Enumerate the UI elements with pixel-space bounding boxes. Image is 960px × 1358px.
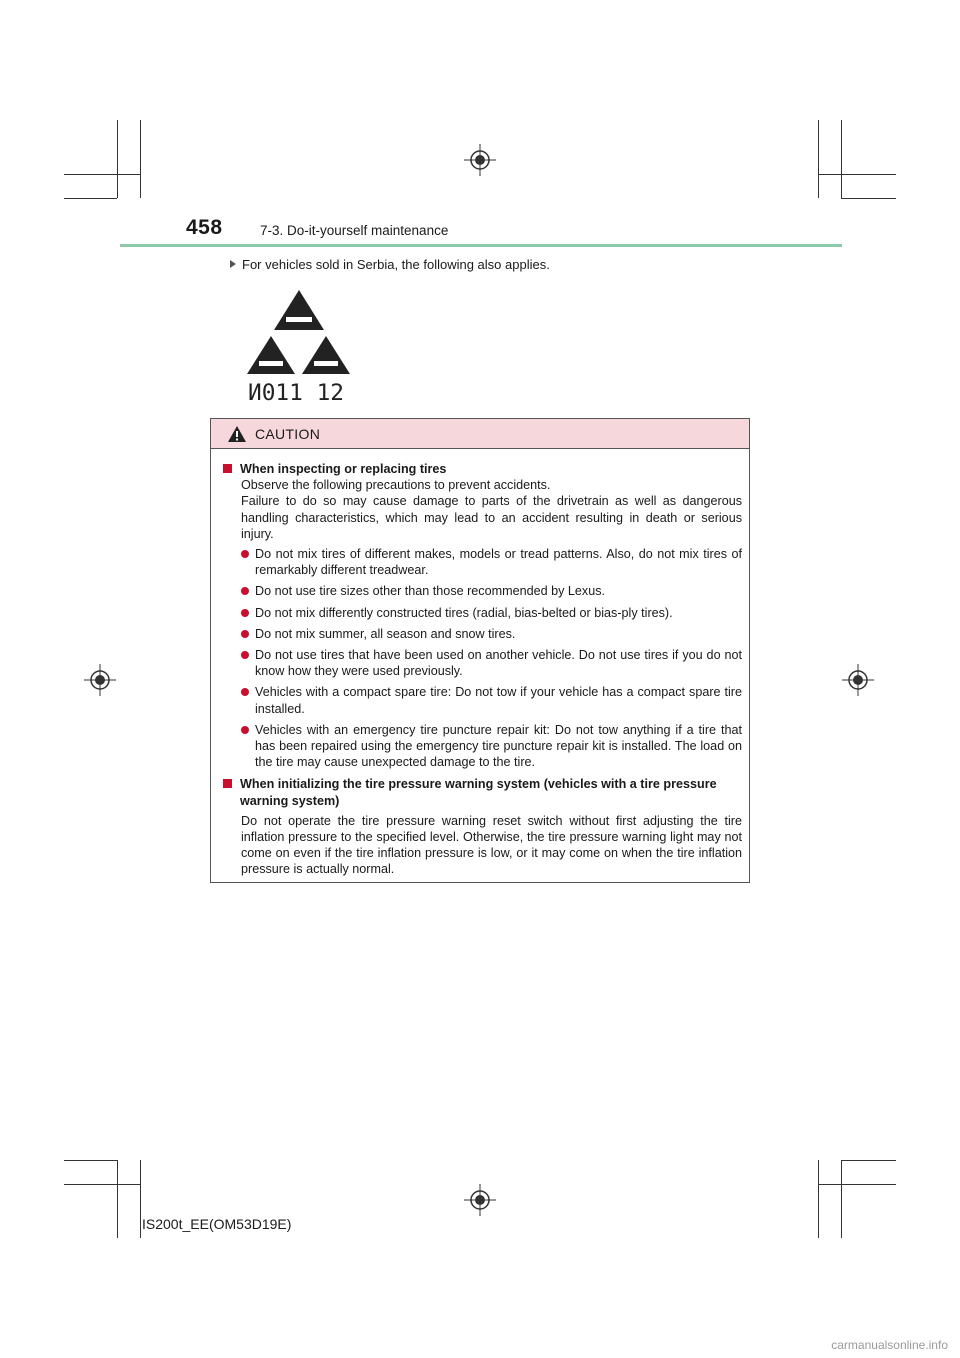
list-item: Vehicles with an emergency tire puncture repair kit: Do not tow anything if a tire that has been repaired using the emergency tire puncture repair kit is installed. The load on the tire may cause unexpected damage to the tire. [241,722,742,771]
serbian-homologation-mark-icon [246,288,356,403]
round-bullet-icon [241,630,249,638]
list-item: Do not mix tires of different makes, models or tread patterns. Also, do not mix tires of remarkably different treadwear. [241,546,742,578]
paragraph: Do not operate the tire pressure warning reset switch without first adjusting the tire inflation pressure to the specified level. Otherwise, the tire pressure warning light may not come on even if the tire inflation pressure is low, or it may come on when the tire inflation pressure is actually normal. [241,813,742,877]
section-heading: When initializing the tire pressure warning system (vehicles with a tire pressure warning system) [223,776,742,808]
crop-mark [64,174,140,175]
warning-triangle-icon [227,425,247,443]
registration-target-icon [464,144,496,176]
crop-mark [117,120,118,198]
registration-target-icon [84,664,116,696]
list-item: Do not mix summer, all season and snow tires. [241,626,742,642]
caution-header [211,419,749,449]
round-bullet-icon [241,587,249,595]
intro-text: For vehicles sold in Serbia, the following also applies. [242,257,550,272]
crop-mark [140,1160,141,1238]
square-bullet-icon [223,464,232,473]
section-heading: When inspecting or replacing tires [223,461,742,477]
crop-mark [117,1160,118,1238]
crop-mark [64,1160,117,1161]
crop-mark [818,1160,819,1238]
section-title: 7-3. Do-it-yourself maintenance [260,223,449,238]
registration-target-icon [464,1184,496,1216]
crop-mark [841,198,896,199]
triangle-bullet-icon [230,260,236,268]
crop-mark [818,1184,896,1185]
crop-mark [841,1160,842,1238]
round-bullet-icon [241,651,249,659]
caution-section [223,776,742,877]
homologation-code: И011 12 [248,381,344,403]
caution-body [211,449,749,878]
crop-mark [140,120,141,198]
caution-label: CAUTION [255,425,321,442]
crop-mark [841,1160,896,1161]
list-item: Do not use tire sizes other than those recommended by Lexus. [241,583,742,599]
registration-target-icon [842,664,874,696]
crop-mark [818,120,819,198]
caution-section [223,461,742,770]
watermark: carmanualsonline.info [831,1338,948,1352]
square-bullet-icon [223,779,232,788]
list-item: Do not use tires that have been used on another vehicle. Do not use tires if you do not know how they were used previously. [241,647,742,679]
list-item: Vehicles with a compact spare tire: Do not tow if your vehicle has a compact spare tire installed. [241,684,742,716]
intro-line [230,257,550,272]
paragraph: Failure to do so may cause damage to parts of the drivetrain as well as dangerous handling characteristics, which may lead to an accident resulting in death or serious injury. [241,494,742,541]
round-bullet-icon [241,726,249,734]
crop-mark [64,1184,140,1185]
caution-box [210,418,750,883]
manual-code: IS200t_EE(OM53D19E) [142,1216,292,1232]
paragraph: Observe the following precautions to prevent accidents. [241,478,551,493]
crop-mark [818,174,896,175]
header-rule [120,244,842,247]
crop-mark [841,120,842,198]
round-bullet-icon [241,609,249,617]
bullet-list [223,546,742,770]
page-number: 458 [186,216,223,239]
crop-mark [64,198,117,199]
round-bullet-icon [241,550,249,558]
section-text [223,477,742,542]
round-bullet-icon [241,688,249,696]
section-text [223,813,742,878]
list-item: Do not mix differently constructed tires (radial, bias-belted or bias-ply tires). [241,605,742,621]
